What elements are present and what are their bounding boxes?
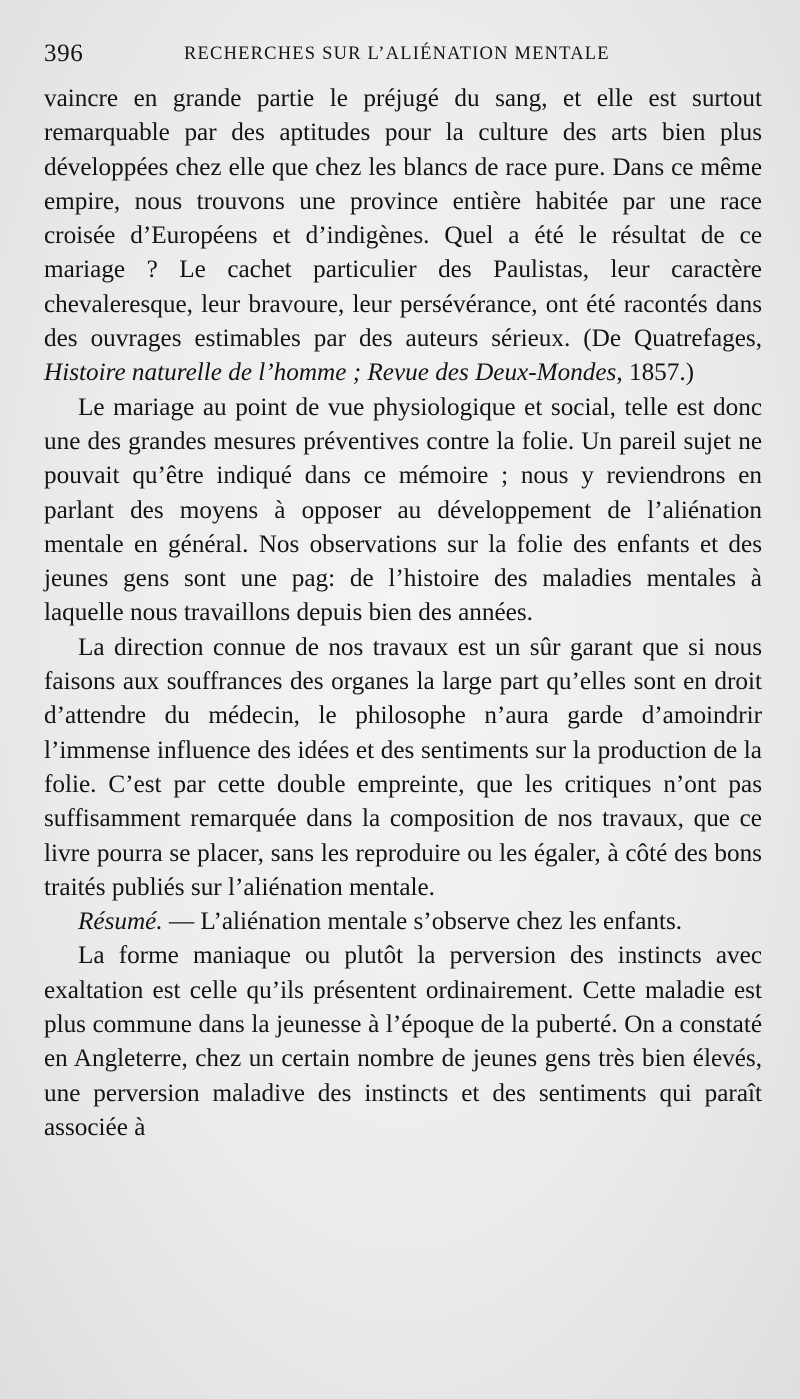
paragraph-4 [44,905,762,939]
paragraph-1-text: vaincre en grande partie le préjugé du sang, et elle est surtout remarquable par des aptitudes pour la culture des arts bien plus développées chez elle que chez les blancs de race pure. Dans ce même empire, nous trouvons une province entière habitée par une race croisée d’Européens et d’indigènes. Quel a été le résultat de ce mariage ? Le cachet particulier des Paulistas, leur caractère chevaleresque, leur bravoure, leur persévérance, ont été racontés dans des ouvrages estimables par des auteurs sérieux. (De Quatrefages, [44,85,762,353]
citation-year: , 1857.) [616,359,695,387]
body-text [44,82,762,1145]
paragraph-3: La direction connue de nos travaux est un sûr garant que si nous faisons aux souffrances des organes la large part qu’elles sont en droit d’attendre du médecin, le philosophe n’aura garde d’amoindrir l’immense influence des idées et des sentiments sur la production de la folie. C’est par cette double empreinte, que les critiques n’ont pas suffisamment remarquée dans la composition de nos travaux, que ce livre pourra se placer, sans les reproduire ou les égaler, à côté des bons traités publiés sur l’aliénation mentale. [44,633,762,901]
paragraph-1 [44,82,762,391]
citation-title: Histoire naturelle de l’homme ; Revue des Deux-Mondes [44,359,617,387]
resume-text: — L’aliénation mentale s’observe chez les enfants. [162,908,683,936]
page-number: 396 [44,40,84,67]
running-head [44,38,762,78]
resume-label: Résumé. [78,908,163,936]
paragraph-5: La forme maniaque ou plutôt la perversion des instincts avec exaltation est celle qu’ils présentent ordinairement. Cette maladie est plus commune dans la jeunesse à l’époque de la puberté. On a constaté en Angleterre, chez un certain nombre de jeunes gens très bien élevés, une perversion maladive des instincts et des sentiments qui paraît associée à [44,942,762,1141]
paragraph-2: Le mariage au point de vue physiologique et social, telle est donc une des grandes mesures préventives contre la folie. Un pareil sujet ne pouvait qu’être indiqué dans ce mémoire ; nous y reviendrons en parlant des moyens à opposer au développement de l’aliénation mentale en général. Nos observations sur la folie des enfants et des jeunes gens sont une pag: de l’histoire des maladies mentales à laquelle nous travaillons depuis bien des années. [44,393,762,627]
running-title: RECHERCHES SUR L’ALIÉNATION MENTALE [184,44,610,64]
